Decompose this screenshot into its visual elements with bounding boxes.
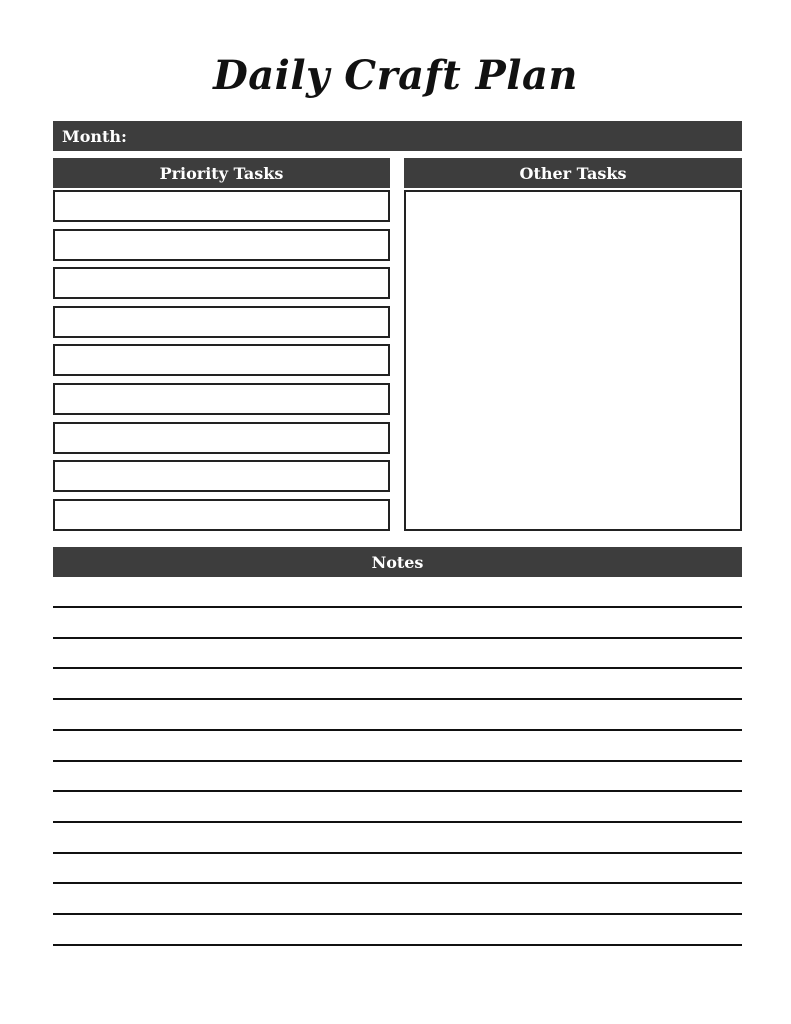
other-tasks-label: Other Tasks [519, 163, 627, 183]
note-line[interactable] [53, 729, 742, 731]
note-line[interactable] [53, 790, 742, 792]
notes-header [53, 547, 742, 577]
priority-tasks-label: Priority Tasks [159, 163, 284, 183]
month-label: Month: [62, 126, 127, 146]
priority-task-box[interactable] [53, 229, 390, 261]
note-line[interactable] [53, 852, 742, 854]
note-line[interactable] [53, 913, 742, 915]
priority-task-box[interactable] [53, 422, 390, 454]
note-line[interactable] [53, 667, 742, 669]
priority-task-box[interactable] [53, 190, 390, 222]
note-line[interactable] [53, 944, 742, 946]
priority-task-box[interactable] [53, 306, 390, 338]
note-line[interactable] [53, 821, 742, 823]
other-tasks-header [404, 158, 742, 188]
priority-task-box[interactable] [53, 383, 390, 415]
priority-task-box[interactable] [53, 344, 390, 376]
priority-task-box[interactable] [53, 499, 390, 531]
note-line[interactable] [53, 760, 742, 762]
note-line[interactable] [53, 882, 742, 884]
page-title: Daily Craft Plan [213, 52, 578, 99]
priority-tasks-header [53, 158, 390, 188]
month-bar[interactable] [53, 121, 742, 151]
priority-task-box[interactable] [53, 267, 390, 299]
notes-label: Notes [371, 552, 424, 572]
note-line[interactable] [53, 606, 742, 608]
note-line[interactable] [53, 698, 742, 700]
note-line[interactable] [53, 637, 742, 639]
priority-task-box[interactable] [53, 460, 390, 492]
other-tasks-box[interactable] [404, 190, 742, 531]
